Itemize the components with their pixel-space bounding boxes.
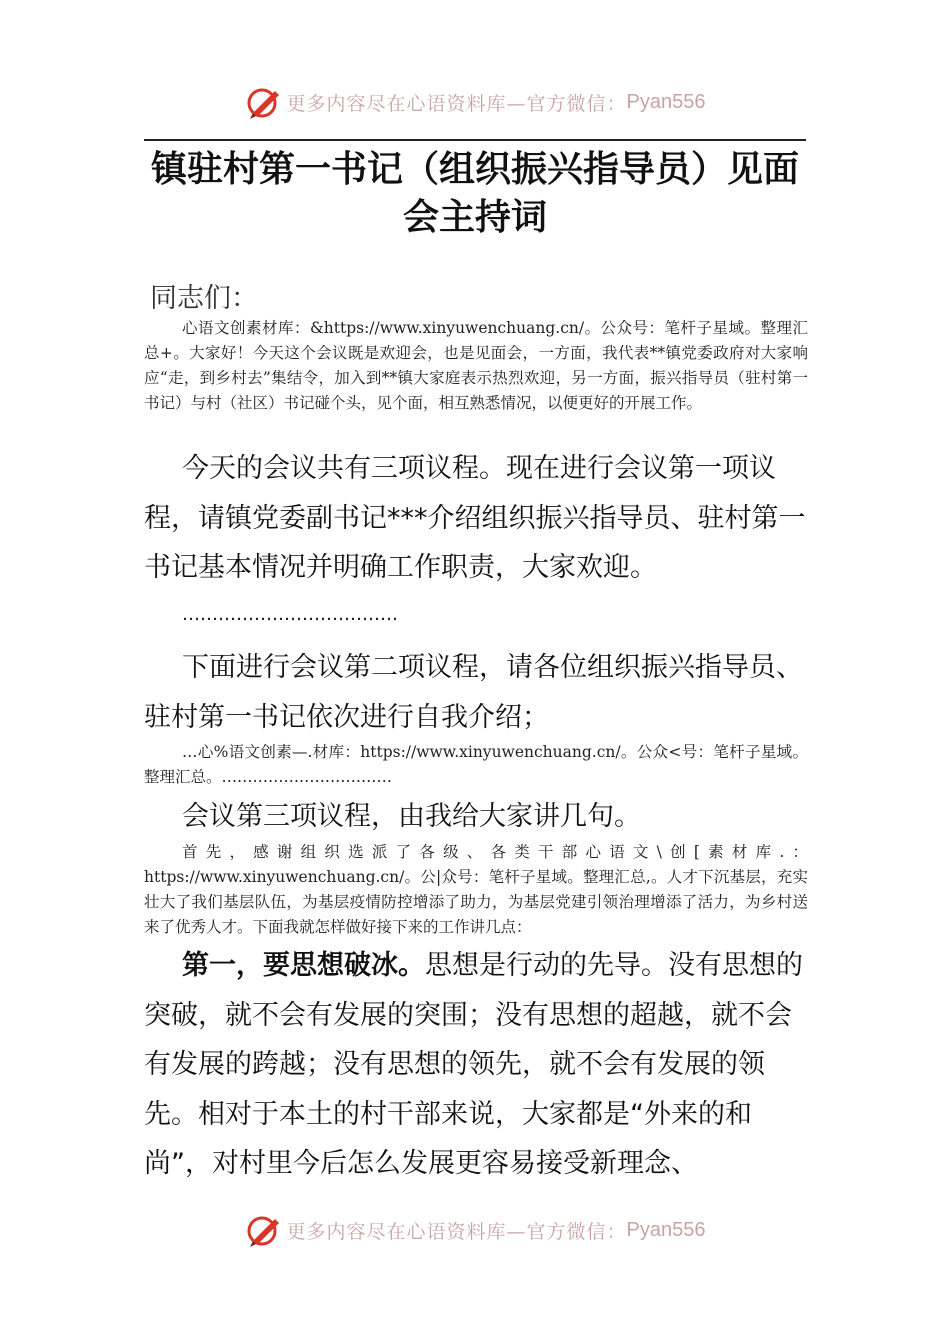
document-title (100, 146, 850, 242)
footer-watermark-banner (0, 1210, 950, 1250)
greeting: 同志们： (150, 283, 258, 314)
paragraph-4: …心%语文创素—.材库：https://www.xinyuwenchuang.cn/。公众<号：笔杆子星域。整理汇总。…………………………… (144, 743, 808, 786)
paragraph-1: 心语文创素材库：&https://www.xinyuwenchuang.cn/。公众号：笔杆子星域。整理汇总+。大家好！今天这个会议既是欢迎会，也是见面会，一方面，我代表**镇党委政府对大家响应“走，到乡村去”集结令，加入到**镇大家庭表示热烈欢迎，另一方面，振兴指导员（驻村第一书记）与村（社区）书记碰个头，见个面，相互熟悉情况，以便更好的开展工作。 (144, 319, 808, 412)
banner-wechat-id: Pyan556 (626, 90, 706, 113)
pen-logo-icon (245, 1211, 283, 1249)
point-one-body: 思想是行动的先导。没有思想的突破，就不会有发展的突围；没有思想的超越，就不会有发展的跨越；没有思想的领先，就不会有发展的领先。相对于本土的村干部来说，大家都是“外来的和尚”，对村里今后怎么发展更容易接受新理念、 (144, 950, 803, 1179)
paragraph-3: 下面进行会议第二项议程，请各位组织振兴指导员、驻村第一书记依次进行自我介绍； (144, 652, 803, 733)
banner-wechat-id: Pyan556 (626, 1218, 706, 1241)
pen-logo-icon (245, 83, 283, 121)
banner-text: 更多内容尽在心语资料库—官方微信： (286, 92, 627, 115)
banner-text: 更多内容尽在心语资料库—官方微信： (286, 1220, 627, 1243)
paragraph-7 (144, 941, 814, 1189)
paragraph-5: 会议第三项议程，由我给大家讲几句。 (182, 801, 641, 832)
ellipsis-line: ……………………………… (182, 604, 398, 625)
paragraph-6: 首先，感谢组织选派了各级、各类干部心语文\创[素材库.：https://www.xinyuwenchuang.cn/。公|众号：笔杆子星域。整理汇总,。人才下沉基层，充实壮大了我们基层队伍，为基层疫情防控增添了助力，为基层党建引领治理增添了活力，为乡村送来了优秀人才。下面我就怎样做好接下来的工作讲几点： (144, 843, 808, 936)
title-line-2: 会主持词 (402, 197, 547, 238)
title-line-1: 镇驻村第一书记（组织振兴指导员）见面 (150, 149, 799, 190)
point-one-heading: 第一，要思想破冰。 (182, 950, 425, 981)
header-rule (144, 139, 806, 141)
header-watermark-banner (0, 82, 950, 122)
paragraph-2: 今天的会议共有三项议程。现在进行会议第一项议程，请镇党委副书记***介绍组织振兴指导员、驻村第一书记基本情况并明确工作职责，大家欢迎。 (144, 453, 806, 583)
